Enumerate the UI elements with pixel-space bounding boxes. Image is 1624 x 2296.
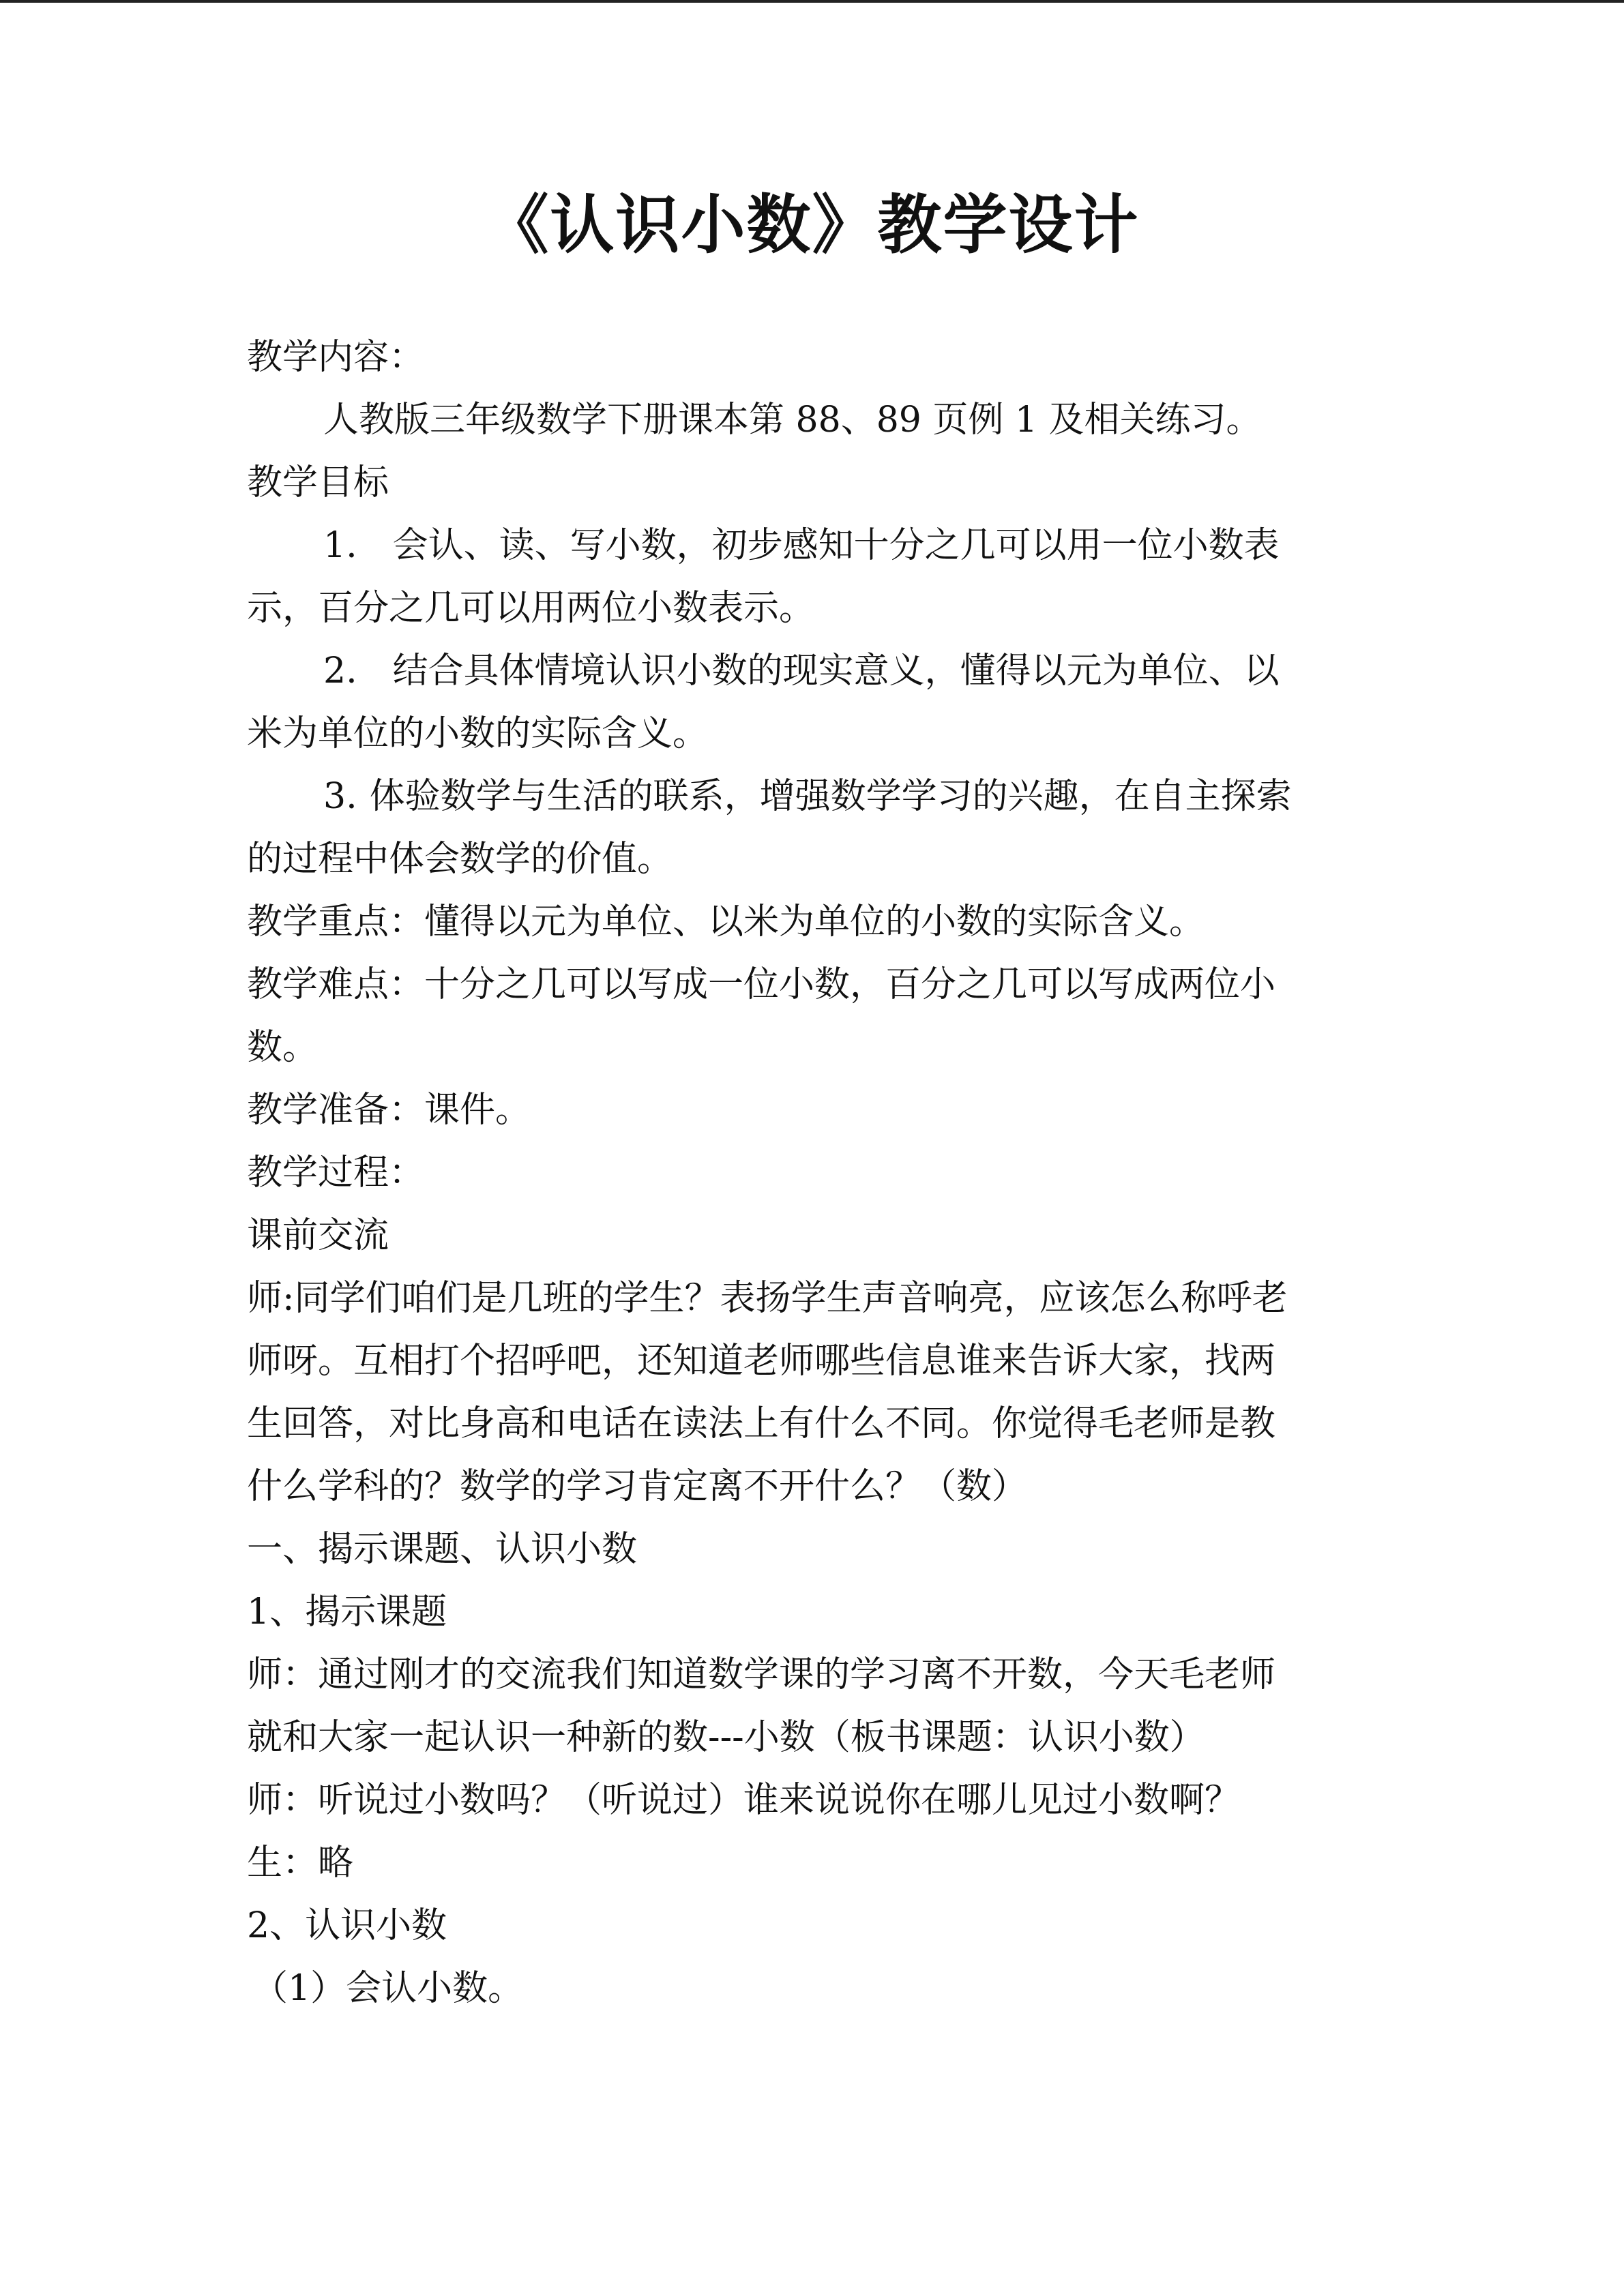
difficult-point-continued: 数。	[247, 1027, 319, 1068]
dialogue-line: 生回答，对比身高和电话在读法上有什么不同。你觉得毛老师是教	[247, 1403, 1276, 1444]
subsection-know-decimals: 2、认识小数	[247, 1905, 447, 1946]
objective-1	[247, 514, 1379, 577]
document-body	[247, 326, 1379, 2020]
objective-1-text: 会认、读、写小数，初步感知十分之几可以用一位小数表	[392, 525, 1280, 566]
page-top-border	[0, 0, 1624, 3]
objective-3	[247, 765, 1379, 828]
objective-2-text: 结合具体情境认识小数的现实意义，懂得以元为单位、以	[392, 651, 1280, 691]
section-heading-content: 教学内容：	[247, 337, 425, 378]
dialogue-line: 师:同学们咱们是几班的学生？表扬学生声音响亮，应该怎么称呼老	[247, 1278, 1288, 1319]
preparation: 教学准备：课件。	[247, 1090, 531, 1131]
document-title: 《认识小数》教学设计	[484, 188, 1140, 263]
section-heading-objectives: 教学目标	[247, 462, 389, 503]
objective-1-number: 1.	[323, 525, 357, 566]
dialogue-line: 师：通过刚才的交流我们知道数学课的学习离不开数，今天毛老师	[247, 1654, 1276, 1695]
objective-2	[247, 640, 1379, 702]
objective-3-continued: 的过程中体会数学的价值。	[247, 839, 673, 880]
subsection-pre-class: 课前交流	[247, 1215, 389, 1256]
objective-2-number: 2.	[323, 651, 357, 691]
dialogue-line: 师：听说过小数吗？（听说过）谁来说说你在哪儿见过小数啊？	[247, 1780, 1241, 1821]
paragraph-content: 人教版三年级数学下册课本第 88、89 页例 1 及相关练习。	[323, 400, 1262, 441]
objective-3-number: 3.	[323, 776, 357, 817]
dialogue-line: 什么学科的？数学的学习肯定离不开什么？（数）	[247, 1466, 1028, 1507]
dialogue-line: 师呀。互相打个招呼吧，还知道老师哪些信息谁来告诉大家，找两	[247, 1341, 1276, 1382]
objective-3-text: 体验数学与生活的联系，增强数学学习的兴趣，在自主探索	[369, 776, 1292, 817]
section-heading-part-one: 一、揭示课题、认识小数	[247, 1529, 638, 1570]
subsection-reveal-topic: 1、揭示课题	[247, 1592, 447, 1632]
objective-2-continued: 米为单位的小数的实际含义。	[247, 713, 709, 754]
subsection-item-1: （1）会认小数。	[252, 1968, 524, 2009]
dialogue-line: 就和大家一起认识一种新的数---小数（板书课题：认识小数）	[247, 1717, 1205, 1758]
student-response: 生：略	[247, 1843, 354, 1883]
key-point: 教学重点：懂得以元为单位、以米为单位的小数的实际含义。	[247, 901, 1205, 942]
objective-1-continued: 示，百分之几可以用两位小数表示。	[247, 588, 815, 629]
section-heading-process: 教学过程：	[247, 1152, 425, 1193]
difficult-point: 教学难点：十分之几可以写成一位小数，百分之几可以写成两位小	[247, 964, 1276, 1005]
